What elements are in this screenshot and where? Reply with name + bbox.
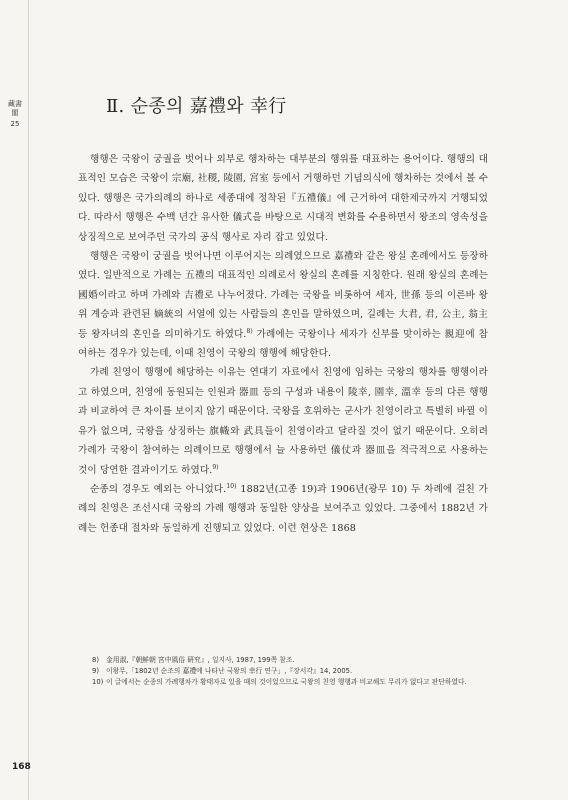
footnote-text: 이 글에서는 순종의 가례행차가 황태자로 있을 때의 것이었으므로 국왕의 친영 행행과 비교해도 무리가 없다고 판단하였다. — [106, 678, 467, 686]
paragraph-text: 행행은 국왕이 궁궐을 벗어나 외부로 행차하는 대부분의 행위를 대표하는 용어이다. 행행의 대표적인 모습은 국왕이 宗廟, 社稷, 陵園, 宮室 등에서 거행하던 기념의식에 행차하는 것에서 볼 수 있다. 행행은 국가의례의 하나로 세종대에 정착된『五禮儀』에 근거하여 대한제국까지 거행되었다. 따라서 행행은 수백 년간 유사한 儀式을 바탕으로 시대적 변화를 수용하면서 왕조의 영속성을 상징적으로 보여주던 국가의 공식 행사로 자리 잡고 있었다. — [78, 154, 488, 243]
paragraph-text: 순종의 경우도 예외는 아니었다. — [90, 483, 227, 495]
footnote-ref: 9) — [212, 463, 219, 471]
margin-rule — [28, 0, 29, 800]
journal-name: 藏書閣 — [8, 100, 22, 117]
paragraph-text: 행행은 국왕이 궁궐을 벗어나면 이루어지는 의례였으므로 嘉禮와 같은 왕실 혼례에서도 등장하였다. 일반적으로 가례는 五禮의 대표적인 의례로서 왕실의 혼례를 지칭한다. 원래 왕실의 혼례는 國婚이라고 하며 가례와 吉禮로 나누어졌다. 가례는 국왕을 비롯하여 세자, 世孫 등의 이른바 왕위 계승과 관련된 嫡統의 서열에 있는 사람들의 혼인을 말하였으며, 길례는 大君, 君, 公主, 翁主 등 왕자녀의 혼인을 의미하기도 하였다. — [78, 251, 488, 340]
footnote-text: 이왕무,「1802년 순조의 嘉禮에 나타난 국왕의 幸行 연구」,『장서각』14, 2005. — [106, 667, 353, 675]
footnote-ref: 10) — [226, 482, 237, 490]
running-header — [8, 100, 22, 129]
paragraph — [78, 150, 488, 247]
footnote-ref: 8) — [246, 327, 253, 335]
footnote — [92, 655, 492, 666]
paragraph-text: 가례 친영이 행행에 해당하는 이유는 연대기 자료에서 친영에 임하는 국왕의 행차를 행행이라고 하였으며, 친영에 동원되는 인원과 器皿 등의 구성과 내용이 陵幸, 園幸, 溫幸 등의 다른 행행과 비교하여 큰 차이를 보이지 않기 때문이다. 국왕을 호위하는 군사가 친영이라고 특별히 바뀔 이유가 없으며, 국왕을 상징하는 旗幟와 武具들이 친영이라고 달라질 것이 없기 때문이다. 오히려 가례가 국왕이 참여하는 의례이므로 행행에서 늘 사용하던 儀仗과 器皿을 적극적으로 사용하는 것이 당연한 결과이기도 하였다. — [78, 367, 488, 476]
paragraph — [78, 363, 488, 479]
section-title: Ⅱ. 순종의 嘉禮와 幸行 — [106, 96, 287, 117]
paragraph-text: 1882년(고종 19)과 1906년(광무 10) 두 차례에 걸친 가례의 친영은 조선시대 국왕의 가례 행행과 동일한 양상을 보여주고 있었다. 그중에서 1882년 가례는 헌종대 절차와 동일하게 진행되고 있었다. 이런 현상은 1868 — [78, 483, 488, 534]
footnote — [92, 677, 492, 688]
footnote-text: 金用淑,『朝鮮朝 宮中風俗 硏究』, 일지사, 1987, 199쪽 참조. — [106, 656, 295, 664]
paragraph — [78, 247, 488, 363]
page-number: 168 — [12, 762, 31, 772]
paragraph — [78, 480, 488, 538]
journal-issue: 25 — [10, 120, 20, 128]
footnote — [92, 666, 492, 677]
paragraph-text: 가례에는 국왕이나 세자가 신부를 맞이하는 親迎에 참여하는 경우가 있는데, 이때 친영이 국왕의 행행에 해당한다. — [78, 328, 488, 360]
body-text — [78, 150, 488, 538]
footnote-mark: 9) — [92, 667, 99, 675]
footnote-mark: 8) — [92, 656, 99, 664]
footnotes — [92, 655, 492, 688]
footnote-mark: 10) — [92, 678, 104, 686]
